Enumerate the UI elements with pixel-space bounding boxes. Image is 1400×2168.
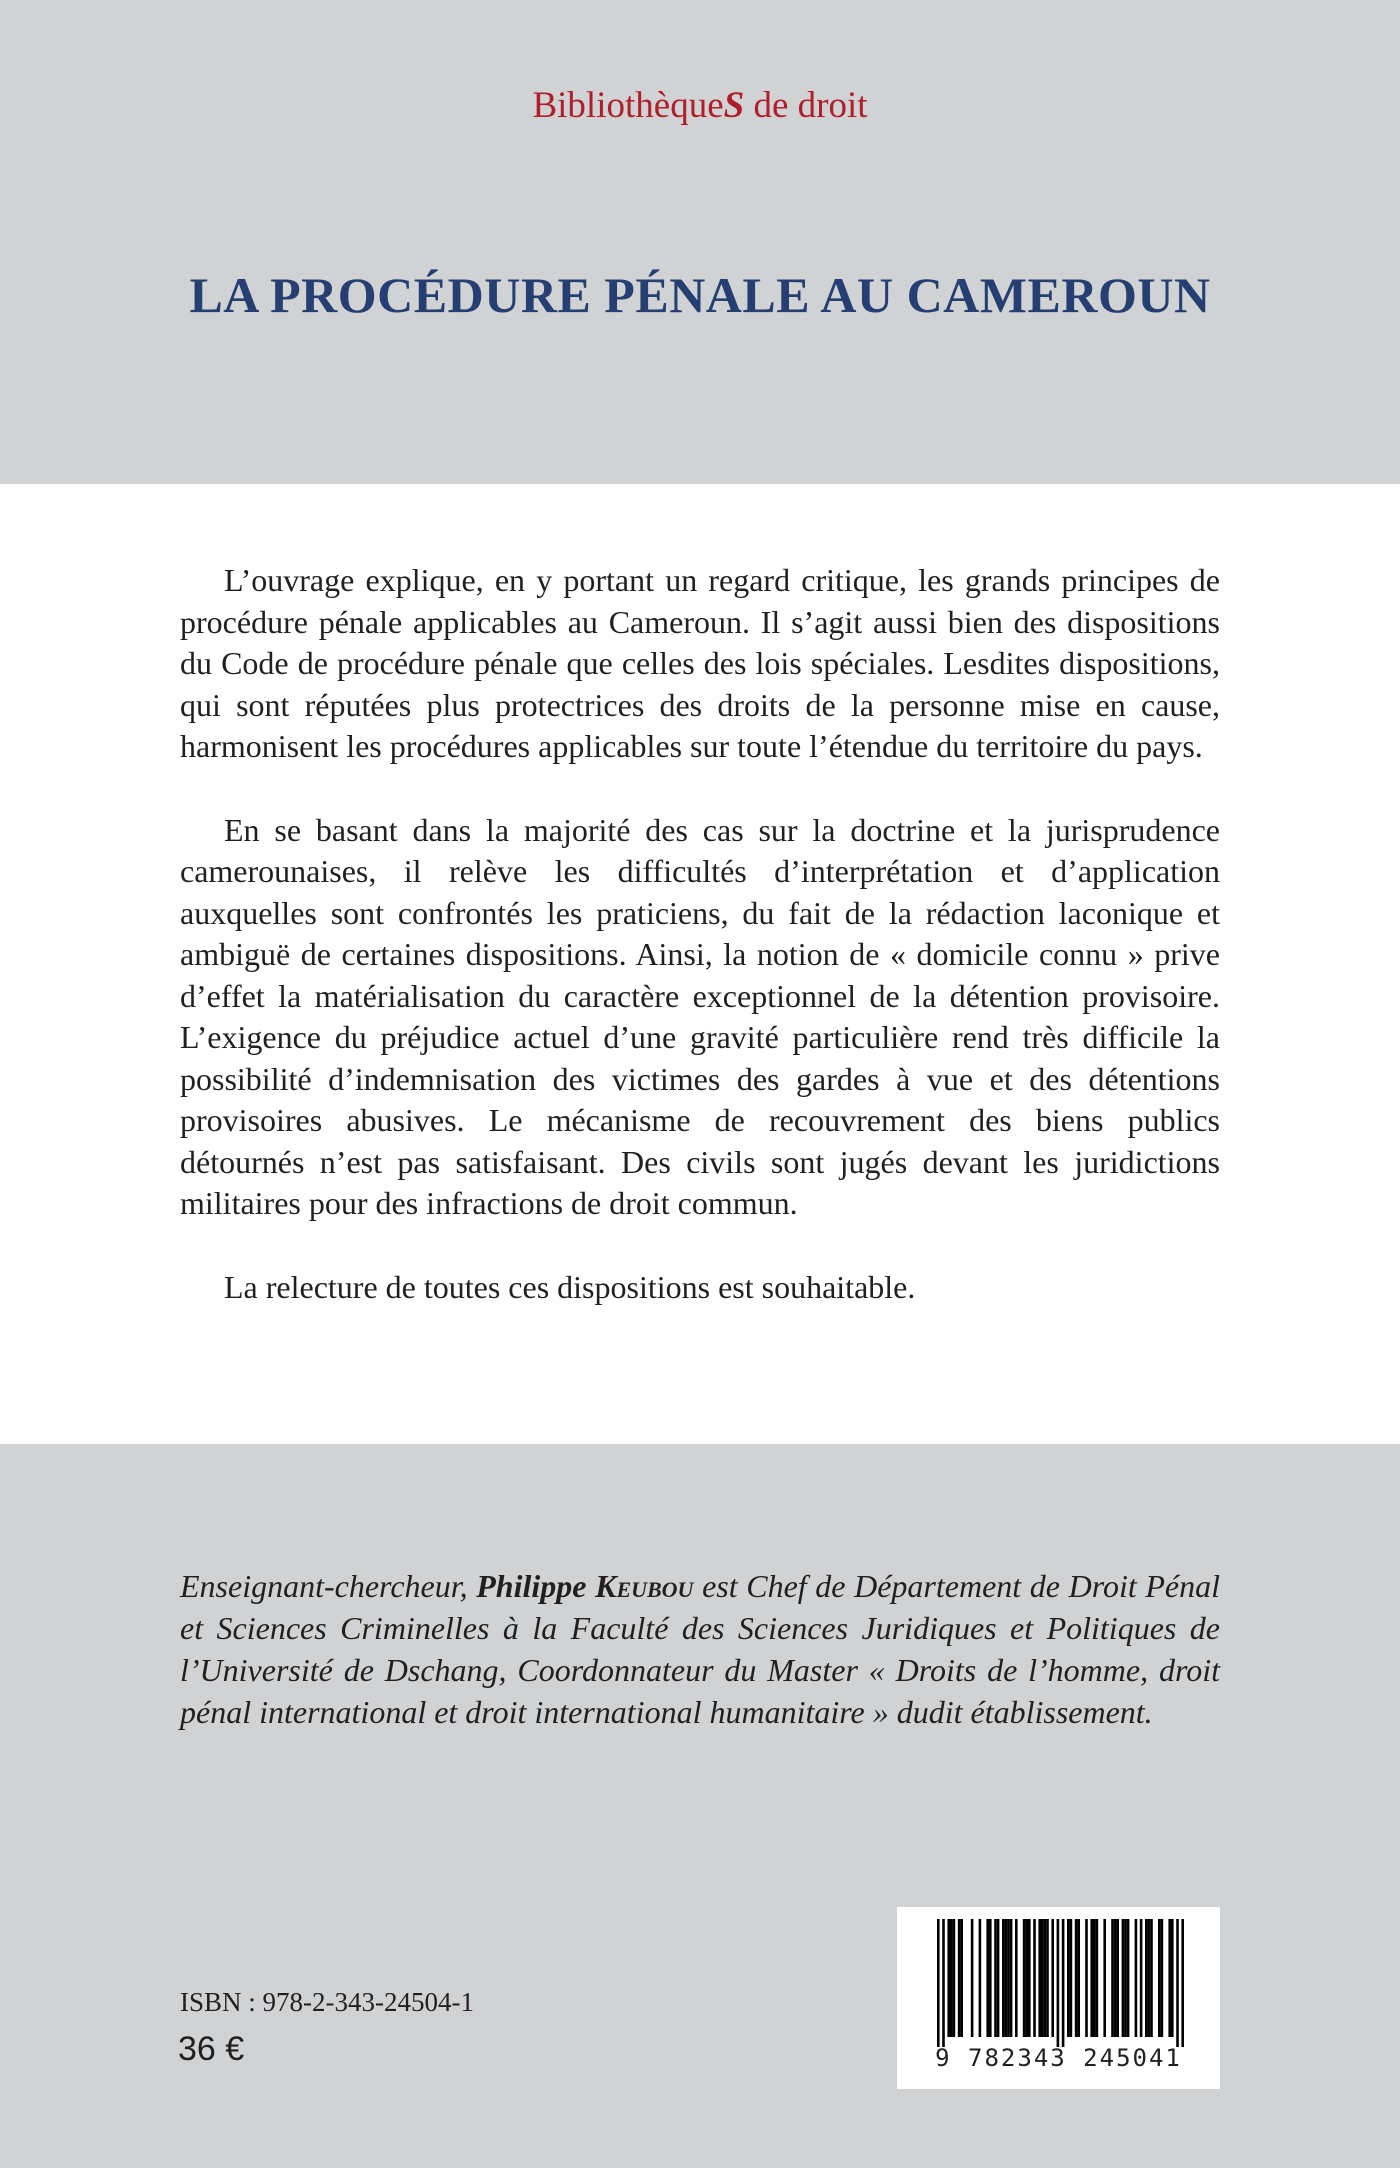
author-bio: Enseignant-chercheur, Philippe Keubou est Chef de Département de Droit Pénal et Sciences Criminelles à la Faculté des Sciences Juridiques et Politiques de l’Université de Dschang, Coordonnateur du Master « Droits de l’homme, droit pénal international et droit international humanitaire » dudit établissement. [180,1568,1221,1730]
barcode-bar [1176,1919,1179,2047]
barcode-bar [1062,1919,1065,2047]
barcode-bar [1044,1919,1047,2037]
barcode-bar [1015,1919,1018,2037]
barcode-bar [942,1919,945,2047]
barcode-bar [1070,1919,1073,2037]
barcode-bar [1007,1919,1010,2037]
barcode-bar [1158,1919,1161,2037]
summary [180,560,1220,1350]
author-name: Philippe Keubou [476,1568,694,1604]
barcode-bar [1140,1919,1143,2037]
barcode-bar [1077,1919,1080,2037]
barcode-bar [1111,1919,1114,2037]
top-band [0,0,1400,484]
barcode-bar [1103,1919,1106,2037]
barcode-bar [958,1919,961,2037]
barcode-bar [1033,1919,1036,2037]
barcode-bar [1023,1919,1026,2037]
barcode-bar [1085,1919,1088,2037]
barcode-bar [1051,1919,1054,2037]
barcode-bar [1161,1919,1164,2037]
barcode-bar [1041,1919,1044,2037]
summary-paragraph: En se basant dans la majorité des cas sur la doctrine et la jurisprudence camerounaises, il relève les difficultés d’interprétation et d’application auxquelles sont confrontés les praticiens, du fait de la rédaction laconique et ambiguë de certaines dispositions. Ainsi, la notion de « domicile connu » prive d’effet la matérialisation du caractère exceptionnel de la détention provisoire. L’exigence du préjudice actuel d’une gravité particulière rend très difficile la possibilité d’indemnisation des victimes des gardes à vue et des détentions provisoires abusives. Le mécanisme de recouvrement des biens publics détournés n’est pas satisfaisant. Des civils sont jugés devant les juridictions militaires pour des infractions de droit commun. [180,811,1220,1221]
isbn: ISBN : 978-2-343-24504-1 [180,1987,474,2017]
barcode-bar [1145,1919,1148,2037]
barcode-bar [971,1919,974,2037]
barcode-bar [1038,1919,1041,2037]
barcode-bar [994,1919,997,2037]
summary-paragraph: La relecture de toutes ces dispositions est souhaitable. [224,1268,916,1305]
barcode-bar [1046,1919,1049,2037]
barcode-bar [960,1919,963,2037]
barcode-bar [1124,1919,1127,2037]
barcode-bar [979,1919,982,2037]
barcode-bar [937,1919,940,2047]
barcode-bar [1122,1919,1125,2037]
barcode-bar [1114,1919,1117,2037]
barcode-bar [1010,1919,1013,2037]
summary-paragraph: L’ouvrage explique, en y portant un regard critique, les grands principes de procédure pénale applicables au Cameroun. Il s’agit aussi bien des dispositions du Code de procédure pénale que celles des lois spéciales. Lesdites dispositions, qui sont réputées plus protectrices des droits de la personne mise en cause, harmonisent les procédures applicables sur toute l’étendue du territoire du pays. [180,562,1220,764]
barcode-bar [1150,1919,1153,2037]
barcode-bar [1005,1919,1008,2037]
barcode-bar [1075,1919,1078,2037]
barcode-bar [1135,1919,1138,2037]
price: 36 € [178,2030,245,2068]
barcode-bar [1025,1919,1028,2037]
barcode-bar [1090,1919,1093,2037]
barcode-bar [1093,1919,1096,2037]
barcode-bar [1057,1919,1060,2047]
barcode-bars [897,1907,1220,2047]
barcode-bar [989,1919,992,2037]
barcode-bar [1116,1919,1119,2037]
barcode-bar [1181,1919,1184,2047]
barcode-bar [1148,1919,1151,2037]
barcode-bar [1067,1919,1070,2037]
barcode-bar [947,1919,950,2037]
barcode-bar [1127,1919,1130,2037]
barcode-bar [953,1919,956,2037]
barcode-bar [1171,1919,1174,2037]
barcode-bar [1096,1919,1099,2037]
barcode-bar [1002,1919,1005,2037]
barcode-bar [1168,1919,1171,2037]
barcode-bar [1028,1919,1031,2037]
barcode-bar [986,1919,989,2037]
series-name: BibliothèqueS de droit [532,85,868,126]
barcode [897,1907,1220,2089]
barcode-bar [997,1919,1000,2037]
barcode-bar [950,1919,953,2037]
barcode-digits: 9 782343 245041 [935,2044,1182,2072]
book-title: LA PROCÉDURE PÉNALE AU CAMEROUN [189,267,1211,323]
